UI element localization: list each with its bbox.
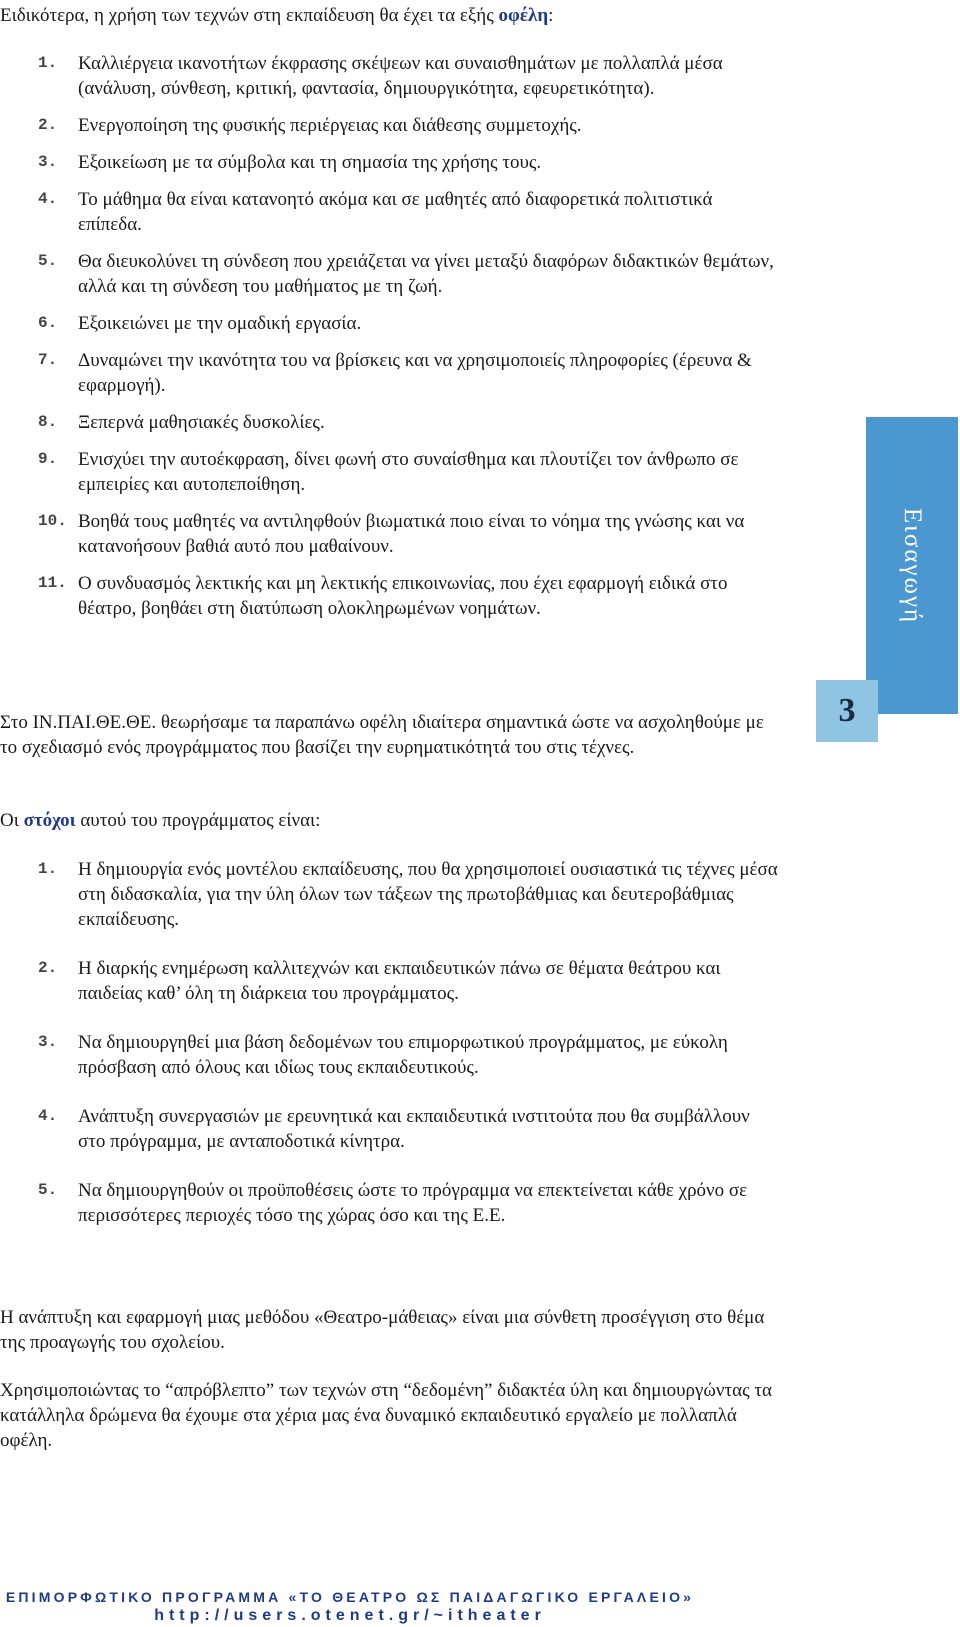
benefits-intro-text: Ειδικότερα, η χρήση των τεχνών στη εκπαίδευση θα έχει τα εξής — [0, 5, 499, 26]
list-number: 1. — [38, 860, 58, 878]
page-number-box — [816, 680, 878, 742]
list-number: 11. — [38, 574, 67, 592]
list-text: Θα διευκολύνει τη σύνδεση που χρειάζεται να γίνει μεταξύ διαφόρων διδακτικών θεμάτων, αλλά και τη σύνδεση του μαθήματος με τη ζωή. — [78, 251, 774, 297]
goals-list — [0, 857, 780, 1252]
list-text: Το μάθημα θα είναι κατανοητό ακόμα και σε μαθητές από διαφορετικά πολιτιστικά επίπεδα. — [78, 189, 713, 235]
list-item — [0, 956, 780, 1006]
benefits-highlight: οφέλη — [498, 5, 549, 26]
footer-url: http://users.otenet.gr/~itheater — [154, 1607, 546, 1624]
list-item — [0, 447, 780, 497]
list-text: Εξοικειώνει με την ομαδική εργασία. — [78, 313, 362, 334]
goals-highlight: στόχοι — [23, 810, 76, 831]
institution-paragraph: Στο ΙΝ.ΠΑΙ.ΘΕ.ΘΕ. θεωρήσαμε τα παραπάνω οφέλη ιδιαίτερα σημαντικά ώστε να ασχοληθούμε με το σχεδιασμό ενός προγράμματος που βασίζει την ευρηματικότητά του στις τέχνες. — [0, 712, 764, 758]
list-item — [0, 1178, 780, 1228]
list-number: 8. — [38, 413, 58, 431]
method-paragraph: Η ανάπτυξη και εφαρμογή μιας μεθόδου «Θεατρο-μάθειας» είναι μια σύνθετη προσέγγιση στο θέμα της προαγωγής του σχολείου. — [0, 1307, 765, 1353]
list-text: Ο συνδυασμός λεκτικής και μη λεκτικής επικοινωνίας, που έχει εφαρμογή ειδικά στο θέατρο, βοηθάει στη διατύπωση ολοκληρωμένων νοημάτων. — [78, 573, 728, 619]
list-number: 5. — [38, 252, 58, 270]
list-item — [0, 249, 780, 299]
list-text: Η δημιουργία ενός μοντέλου εκπαίδευσης, που θα χρησιμοποιεί ουσιαστικά τις τέχνες μέσα στη διδασκαλία, για την ύλη όλων των τάξεων της πρωτοβάθμιας και δευτεροβάθμιας εκπαίδευσης. — [78, 859, 778, 930]
list-text: Καλλιέργεια ικανοτήτων έκφρασης σκέψεων και συναισθημάτων με πολλαπλά μέσα (ανάλυση, σύνθεση, κριτική, φαντασία, δημιουργικότητα, εφευρετικότητα). — [78, 53, 723, 99]
list-item — [0, 410, 780, 435]
list-number: 6. — [38, 314, 58, 332]
list-number: 9. — [38, 450, 58, 468]
list-item — [0, 857, 780, 932]
list-number: 4. — [38, 1107, 58, 1125]
list-item — [0, 187, 780, 237]
list-text: Να δημιουργηθούν οι προϋποθέσεις ώστε το πρόγραμμα να επεκτείνεται κάθε χρόνο σε περισσότερες περιοχές τόσο της χώρας όσο και της Ε.Ε. — [78, 1180, 748, 1226]
list-number: 7. — [38, 351, 58, 369]
list-number: 4. — [38, 190, 58, 208]
list-number: 2. — [38, 116, 58, 134]
page-footer — [0, 1588, 700, 1626]
closing-paragraph: Χρησιμοποιώντας το “απρόβλεπτο” των τεχνών στη “δεδομένη” διδακτέα ύλη και δημιουργώντας τα κατάλληλα δρώμενα θα έχουμε στα χέρια μας ένα δυναμικό εκπαιδευτικό εργαλείο με πολλαπλά οφέλη. — [0, 1380, 772, 1451]
list-item — [0, 571, 780, 621]
list-number: 5. — [38, 1181, 58, 1199]
list-item — [0, 113, 780, 138]
list-number: 10. — [38, 512, 67, 530]
goals-intro — [0, 808, 780, 833]
list-number: 2. — [38, 959, 58, 977]
list-item — [0, 51, 780, 101]
list-text: Ξεπερνά μαθησιακές δυσκολίες. — [78, 412, 325, 433]
list-item — [0, 311, 780, 336]
list-text: Ενεργοποίηση της φυσικής περιέργειας και διάθεσης συμμετοχής. — [78, 115, 582, 136]
goals-intro-tail: αυτού του προγράμματος είναι: — [75, 810, 321, 831]
benefits-intro-colon: : — [548, 5, 554, 26]
chapter-title: Εισαγωγή — [899, 507, 926, 624]
footer-program-title: ΕΠΙΜΟΡΦΩΤΙΚΟ ΠΡΟΓΡΑΜΜΑ «ΤΟ ΘΕΑΤΡΟ ΩΣ ΠΑΙΔΑΓΩΓΙΚΟ ΕΡΓΑΛΕΙΟ» — [5, 1589, 695, 1605]
goals-intro-text: Οι — [0, 810, 24, 831]
list-text: Ενισχύει την αυτοέκφραση, δίνει φωνή στο συναίσθημα και πλουτίζει τον άνθρωπο σε εμπειρίες και αυτοπεποίθηση. — [78, 449, 739, 495]
list-text: Εξοικείωση με τα σύμβολα και τη σημασία της χρήσης τους. — [78, 152, 542, 173]
benefits-intro — [0, 3, 780, 28]
list-text: Η διαρκής ενημέρωση καλλιτεχνών και εκπαιδευτικών πάνω σε θέματα θεάτρου και παιδείας καθ’ όλη τη διάρκεια του προγράμματος. — [78, 958, 721, 1004]
list-item — [0, 1104, 780, 1154]
chapter-side-tab — [866, 417, 958, 714]
benefits-list — [0, 51, 780, 633]
list-item — [0, 509, 780, 559]
list-number: 3. — [38, 153, 58, 171]
list-item — [0, 348, 780, 398]
list-item — [0, 150, 780, 175]
list-number: 3. — [38, 1033, 58, 1051]
list-text: Να δημιουργηθεί μια βάση δεδομένων του επιμορφωτικού προγράμματος, με εύκολη πρόσβαση από όλους και ιδίως τους εκπαιδευτικούς. — [78, 1032, 728, 1078]
list-text: Ανάπτυξη συνεργασιών με ερευνητικά και εκπαιδευτικά ινστιτούτα που θα συμβάλλουν στο πρόγραμμα, με ανταποδοτικά κίνητρα. — [78, 1106, 750, 1152]
list-text: Δυναμώνει την ικανότητα του να βρίσκεις και να χρησιμοποιείς πληροφορίες (έρευνα & εφαρμογή). — [78, 350, 752, 396]
list-item — [0, 1030, 780, 1080]
page-number: 3 — [838, 692, 856, 729]
list-text: Βοηθά τους μαθητές να αντιληφθούν βιωματικά ποιο είναι το νόημα της γνώσης και να κατανοήσουν βαθιά αυτό που μαθαίνουν. — [78, 511, 745, 557]
list-number: 1. — [38, 54, 58, 72]
